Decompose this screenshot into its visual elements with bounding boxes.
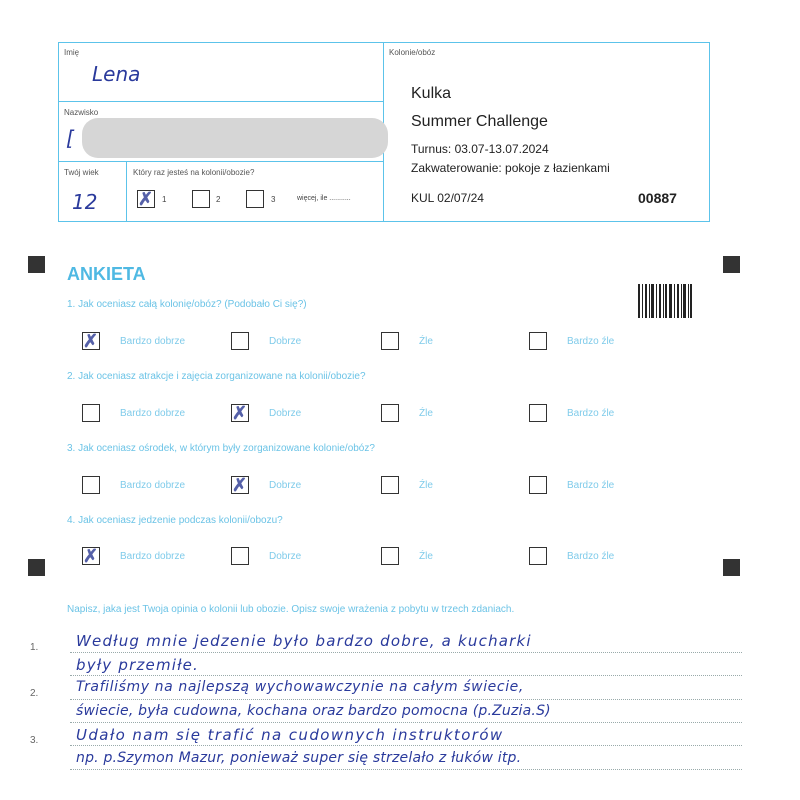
check-mark-icon: ✗ bbox=[83, 546, 99, 566]
q4-option-4-checkbox[interactable] bbox=[529, 547, 547, 565]
q3-option-1-label: Bardzo dobrze bbox=[120, 480, 186, 491]
opinion-prompt: Napisz, jaka jest Twoja opinia o kolonii lub obozie. Opisz swoje wrażenia z pobytu w trzech zdaniach. bbox=[67, 604, 515, 615]
nazwisko-label: Nazwisko bbox=[64, 108, 99, 117]
header-divider-h1 bbox=[58, 101, 383, 102]
q1-option-4-label: Bardzo źle bbox=[567, 336, 615, 347]
opinion-line-3[interactable]: Trafiliśmy na najlepszą wychowawczynie na całym świecie, bbox=[76, 679, 524, 695]
camp-code: KUL 02/07/24 bbox=[411, 191, 484, 205]
survey-title: ANKIETA bbox=[67, 264, 146, 284]
registration-marker-tr bbox=[723, 256, 740, 273]
q3-option-1-checkbox[interactable] bbox=[82, 476, 100, 494]
q4-option-4-label: Bardzo źle bbox=[567, 551, 615, 562]
q4-option-2-label: Dobrze bbox=[269, 551, 302, 562]
q3-option-3-checkbox[interactable] bbox=[381, 476, 399, 494]
zakwaterowanie: Zakwaterowanie: pokoje z łazienkami bbox=[411, 161, 610, 175]
writing-line bbox=[70, 769, 742, 770]
q1-option-2-label: Dobrze bbox=[269, 336, 302, 347]
ktory-raz-checkbox-1[interactable] bbox=[137, 190, 155, 208]
q3-option-4-label: Bardzo źle bbox=[567, 480, 615, 491]
check-mark-icon: ✗ bbox=[138, 189, 154, 209]
wiek-label: Twój wiek bbox=[64, 168, 99, 177]
opinion-number-1: 1. bbox=[30, 642, 39, 653]
kolonie-label: Kolonie/obóz bbox=[389, 48, 436, 57]
q4-option-1-checkbox[interactable] bbox=[82, 547, 100, 565]
writing-line bbox=[70, 652, 742, 653]
registration-marker-br bbox=[723, 559, 740, 576]
ktory-raz-label: Który raz jesteś na kolonii/obozie? bbox=[133, 168, 255, 177]
q4-option-3-label: Źle bbox=[419, 551, 433, 562]
question-1: 1. Jak oceniasz całą kolonię/obóz? (Podobało Ci się?) bbox=[67, 299, 307, 310]
q2-option-4-label: Bardzo źle bbox=[567, 408, 615, 419]
writing-line bbox=[70, 745, 742, 746]
q3-option-4-checkbox[interactable] bbox=[529, 476, 547, 494]
q1-option-4-checkbox[interactable] bbox=[529, 332, 547, 350]
q1-option-3-checkbox[interactable] bbox=[381, 332, 399, 350]
q4-option-3-checkbox[interactable] bbox=[381, 547, 399, 565]
question-2: 2. Jak oceniasz atrakcje i zajęcia zorganizowane na kolonii/obozie? bbox=[67, 371, 366, 382]
q2-option-1-checkbox[interactable] bbox=[82, 404, 100, 422]
opinion-line-1[interactable]: Według mnie jedzenie było bardzo dobre, a kucharki bbox=[76, 632, 532, 650]
form-number: 00887 bbox=[638, 190, 677, 206]
camp-program: Summer Challenge bbox=[411, 113, 548, 130]
q1-option-1-label: Bardzo dobrze bbox=[120, 336, 186, 347]
q2-option-3-checkbox[interactable] bbox=[381, 404, 399, 422]
check-mark-icon: ✗ bbox=[232, 475, 248, 495]
opinion-line-5[interactable]: Udało nam się trafić na cudownych instruktorów bbox=[76, 726, 504, 744]
q2-option-3-label: Źle bbox=[419, 408, 433, 419]
ktory-raz-option-3: 3 bbox=[271, 195, 276, 204]
header-divider-h2 bbox=[58, 161, 383, 162]
q2-option-1-label: Bardzo dobrze bbox=[120, 408, 186, 419]
check-mark-icon: ✗ bbox=[83, 331, 99, 351]
opinion-line-4[interactable]: świecie, była cudowna, kochana oraz bardzo pomocna (p.Zuzia.S) bbox=[76, 703, 551, 719]
writing-line bbox=[70, 722, 742, 723]
q4-option-1-label: Bardzo dobrze bbox=[120, 551, 186, 562]
q1-option-1-checkbox[interactable] bbox=[82, 332, 100, 350]
opinion-line-6[interactable]: np. p.Szymon Mazur, ponieważ super się strzelało z łuków itp. bbox=[76, 750, 522, 766]
q2-option-4-checkbox[interactable] bbox=[529, 404, 547, 422]
imie-label: Imię bbox=[64, 48, 80, 57]
q2-option-2-checkbox[interactable] bbox=[231, 404, 249, 422]
turnus: Turnus: 03.07-13.07.2024 bbox=[411, 142, 549, 156]
q4-option-2-checkbox[interactable] bbox=[231, 547, 249, 565]
opinion-number-3: 3. bbox=[30, 735, 39, 746]
q3-option-3-label: Źle bbox=[419, 480, 433, 491]
redaction-bar bbox=[82, 118, 388, 158]
q1-option-2-checkbox[interactable] bbox=[231, 332, 249, 350]
wiek-value[interactable]: 12 bbox=[72, 190, 98, 214]
registration-marker-bl bbox=[28, 559, 45, 576]
opinion-line-2[interactable]: były przemiłe. bbox=[76, 656, 200, 674]
ktory-raz-checkbox-3[interactable] bbox=[246, 190, 264, 208]
check-mark-icon: ✗ bbox=[232, 403, 248, 423]
ktory-raz-checkbox-2[interactable] bbox=[192, 190, 210, 208]
registration-marker-tl bbox=[28, 256, 45, 273]
barcode-icon bbox=[638, 284, 692, 318]
header-divider-age bbox=[126, 161, 127, 221]
q3-option-2-label: Dobrze bbox=[269, 480, 302, 491]
question-3: 3. Jak oceniasz ośrodek, w którym były zorganizowane kolonie/obóz? bbox=[67, 443, 375, 454]
q3-option-2-checkbox[interactable] bbox=[231, 476, 249, 494]
opinion-number-2: 2. bbox=[30, 688, 39, 699]
imie-value[interactable]: Lena bbox=[92, 62, 141, 86]
writing-line bbox=[70, 675, 742, 676]
writing-line bbox=[70, 699, 742, 700]
nazwisko-value[interactable]: [ bbox=[66, 126, 74, 150]
ktory-raz-option-1: 1 bbox=[162, 195, 167, 204]
q1-option-3-label: Źle bbox=[419, 336, 433, 347]
q2-option-2-label: Dobrze bbox=[269, 408, 302, 419]
question-4: 4. Jak oceniasz jedzenie podczas kolonii/obozu? bbox=[67, 515, 283, 526]
camp-name: Kulka bbox=[411, 85, 452, 102]
ktory-raz-more: więcej, ile ........... bbox=[297, 195, 351, 202]
ktory-raz-option-2: 2 bbox=[216, 195, 221, 204]
